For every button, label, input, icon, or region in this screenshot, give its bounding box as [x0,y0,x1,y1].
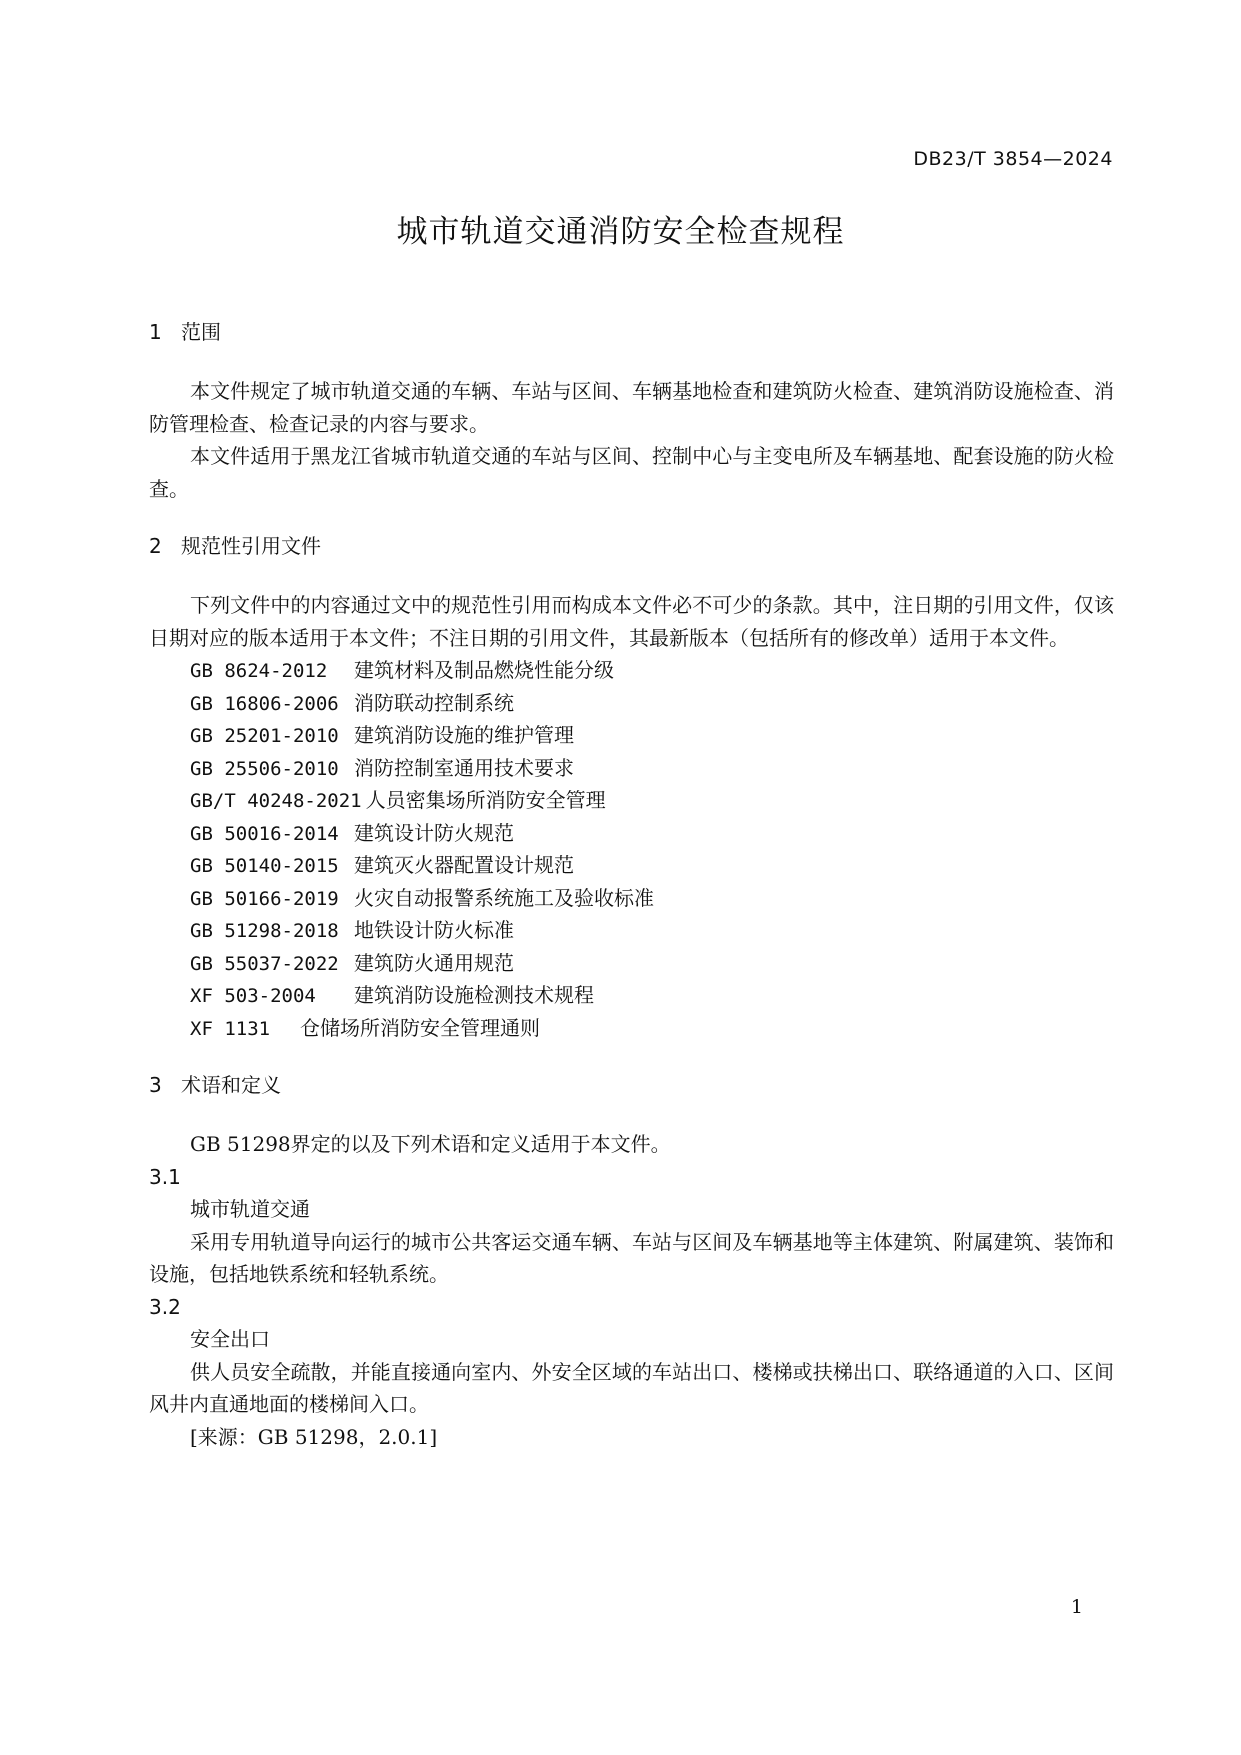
reference-name: 地铁设计防火标准 [354,918,514,942]
page-number: 1 [1070,1596,1083,1618]
reference-item [149,882,1114,915]
references-intro: 下列文件中的内容通过文中的规范性引用而构成本文件必不可少的条款。其中，注日期的引用文件，仅该日期对应的版本适用于本文件；不注日期的引用文件，其最新版本（包括所有的修改单）适用于本文件。 [149,593,1114,650]
document-title: 城市轨道交通消防安全检查规程 [396,214,845,250]
section-heading-scope [149,316,1114,348]
reference-name: 建筑灭火器配置设计规范 [354,853,574,877]
scope-paragraph: 本文件适用于黑龙江省城市轨道交通的车站与区间、控制中心与主变电所及车辆基地、配套设施的防火检查。 [149,444,1114,501]
reference-name: 消防联动控制系统 [354,690,514,715]
reference-code: GB/T 40248-2021 [190,790,362,812]
term-definition: 供人员安全疏散，并能直接通向室内、外安全区域的车站出口、楼梯或扶梯出口、联络通道的入口、区间风井内直通地面的楼梯间入口。 [149,1359,1114,1416]
reference-item [149,784,1114,817]
reference-code: GB 50140-2015 [190,855,339,877]
scope-paragraph: 本文件规定了城市轨道交通的车辆、车站与区间、车辆基地检查和建筑防火检查、建筑消防设施检查、消防管理检查、检查记录的内容与要求。 [149,379,1114,436]
terms-intro: GB 51298界定的以及下列术语和定义适用于本文件。 [190,1132,671,1156]
reference-code: GB 8624-2012 [190,660,328,682]
reference-name: 消防控制室通用技术要求 [354,755,574,780]
term-name: 安全出口 [190,1327,270,1351]
reference-name: 建筑消防设施的维护管理 [354,723,574,747]
reference-item [149,914,1114,947]
reference-code: GB 50166-2019 [190,887,339,910]
standard-code: DB23/T 3854—2024 [913,148,1113,170]
reference-item [149,947,1114,980]
reference-item [149,1012,1114,1045]
reference-name: 建筑防火通用规范 [354,950,514,975]
section-title: 术语和定义 [181,1073,281,1097]
term-number: 3.1 [149,1164,181,1189]
reference-code: GB 16806-2006 [190,692,339,715]
reference-item [149,752,1114,785]
reference-code: GB 50016-2014 [190,822,339,845]
term-entry [149,1291,1114,1454]
reference-name: 人员密集场所消防安全管理 [365,788,606,812]
section-heading-references [149,530,1114,562]
reference-name: 建筑材料及制品燃烧性能分级 [354,658,614,682]
reference-code: GB 55037-2022 [190,952,339,975]
term-name: 城市轨道交通 [190,1197,310,1221]
reference-item [149,687,1114,720]
section-title: 范围 [181,320,221,344]
reference-code: GB 25506-2010 [190,757,339,780]
document-body [149,316,1114,1453]
reference-code: GB 51298-2018 [190,920,339,942]
term-definition: 采用专用轨道导向运行的城市公共客运交通车辆、车站与区间及车辆基地等主体建筑、附属建筑、装饰和设施，包括地铁系统和轻轨系统。 [149,1229,1114,1286]
reference-item [149,979,1114,1012]
reference-code: XF 503-2004 [190,985,316,1007]
section-number: 1 [149,320,162,344]
reference-name: 仓储场所消防安全管理通则 [300,1015,540,1040]
section-title: 规范性引用文件 [181,534,321,558]
term-source: [来源：GB 51298，2.0.1] [190,1424,438,1449]
reference-name: 火灾自动报警系统施工及验收标准 [354,885,654,910]
reference-item [149,817,1114,850]
term-entry [149,1161,1114,1291]
term-number: 3.2 [149,1294,181,1319]
reference-name: 建筑消防设施检测技术规程 [354,983,594,1007]
section-number: 2 [149,534,162,558]
reference-code: XF 1131 [190,1017,271,1040]
reference-item [149,849,1114,882]
reference-item [149,654,1114,687]
section-heading-terms [149,1069,1114,1101]
reference-name: 建筑设计防火规范 [354,820,514,845]
section-number: 3 [149,1073,162,1097]
reference-item [149,719,1114,752]
reference-code: GB 25201-2010 [190,725,339,747]
reference-list [149,654,1114,1044]
